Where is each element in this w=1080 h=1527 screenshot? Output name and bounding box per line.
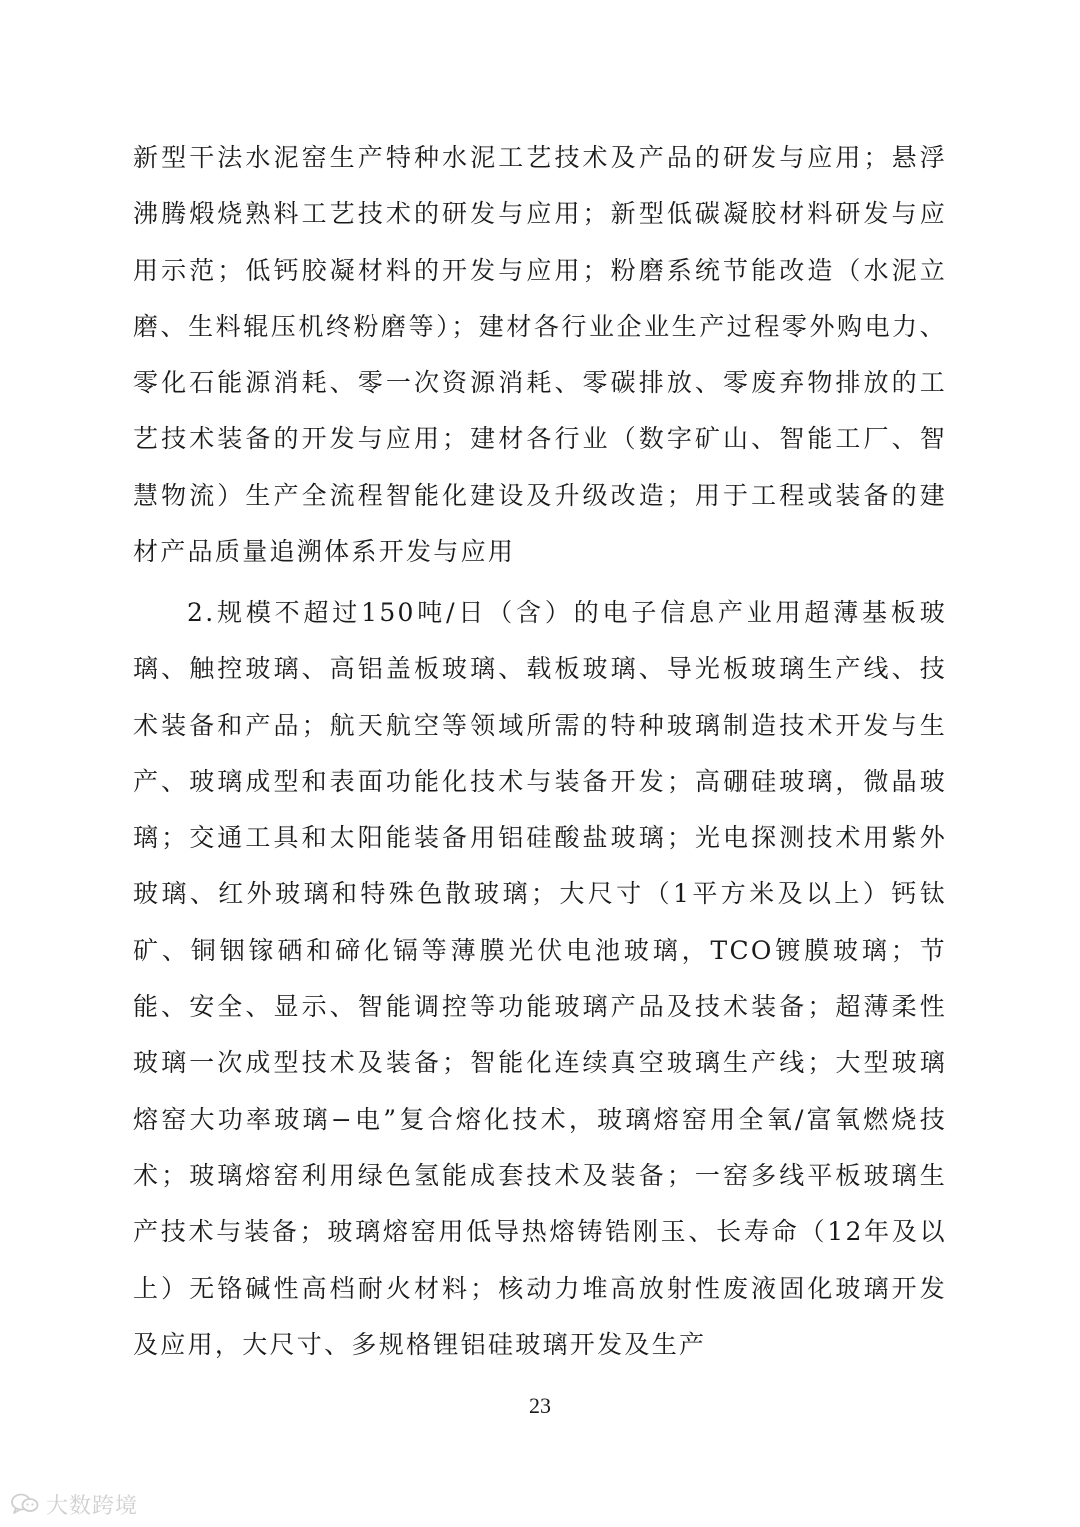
watermark-text: 大数跨境 [46, 1493, 139, 1519]
paragraph-cement-technologies: 新型干法水泥窑生产特种水泥工艺技术及产品的研发与应用；悬浮沸腾煅烧熟料工艺技术的研发与应用；新型低碳凝胶材料研发与应用示范；低钙胶凝材料的开发与应用；粉磨系统节能改造（水泥立磨、生料辊压机终粉磨等）；建材各行业企业生产过程零外购电力、零化石能源消耗、零一次资源消耗、零碳排放、零废弃物排放的工艺技术装备的开发与应用；建材各行业（数字矿山、智能工厂、智慧物流）生产全流程智能化建设及升级改造；用于工程或装备的建材产品质量追溯体系开发与应用 [133, 143, 947, 567]
page-number: 23 [529, 1393, 551, 1418]
wechat-logo-icon [10, 1492, 40, 1516]
paragraph-glass-technologies: 2.规模不超过150吨/日（含）的电子信息产业用超薄基板玻璃、触控玻璃、高铝盖板玻璃、载板玻璃、导光板玻璃生产线、技术装备和产品；航天航空等领域所需的特种玻璃制造技术开发与生产、玻璃成型和表面功能化技术与装备开发；高硼硅玻璃，微晶玻璃；交通工具和太阳能装备用铝硅酸盐玻璃；光电探测技术用紫外玻璃、红外玻璃和特殊色散玻璃；大尺寸（1平方米及以上）钙钛矿、铜铟镓硒和碲化镉等薄膜光伏电池玻璃，TCO镀膜玻璃；节能、安全、显示、智能调控等功能玻璃产品及技术装备；超薄柔性玻璃一次成型技术及装备；智能化连续真空玻璃生产线；大型玻璃熔窑大功率玻璃−电”复合熔化技术，玻璃熔窑用全氧/富氧燃烧技术；玻璃熔窑利用绿色氢能成套技术及装备；一窑多线平板玻璃生产技术与装备；玻璃熔窑用低导热熔铸锆刚玉、长寿命（12年及以上）无铬碱性高档耐火材料；核动力堆高放射性废液固化玻璃开发及应用，大尺寸、多规格锂铝硅玻璃开发及生产 [133, 598, 947, 1359]
watermark [10, 1488, 138, 1520]
